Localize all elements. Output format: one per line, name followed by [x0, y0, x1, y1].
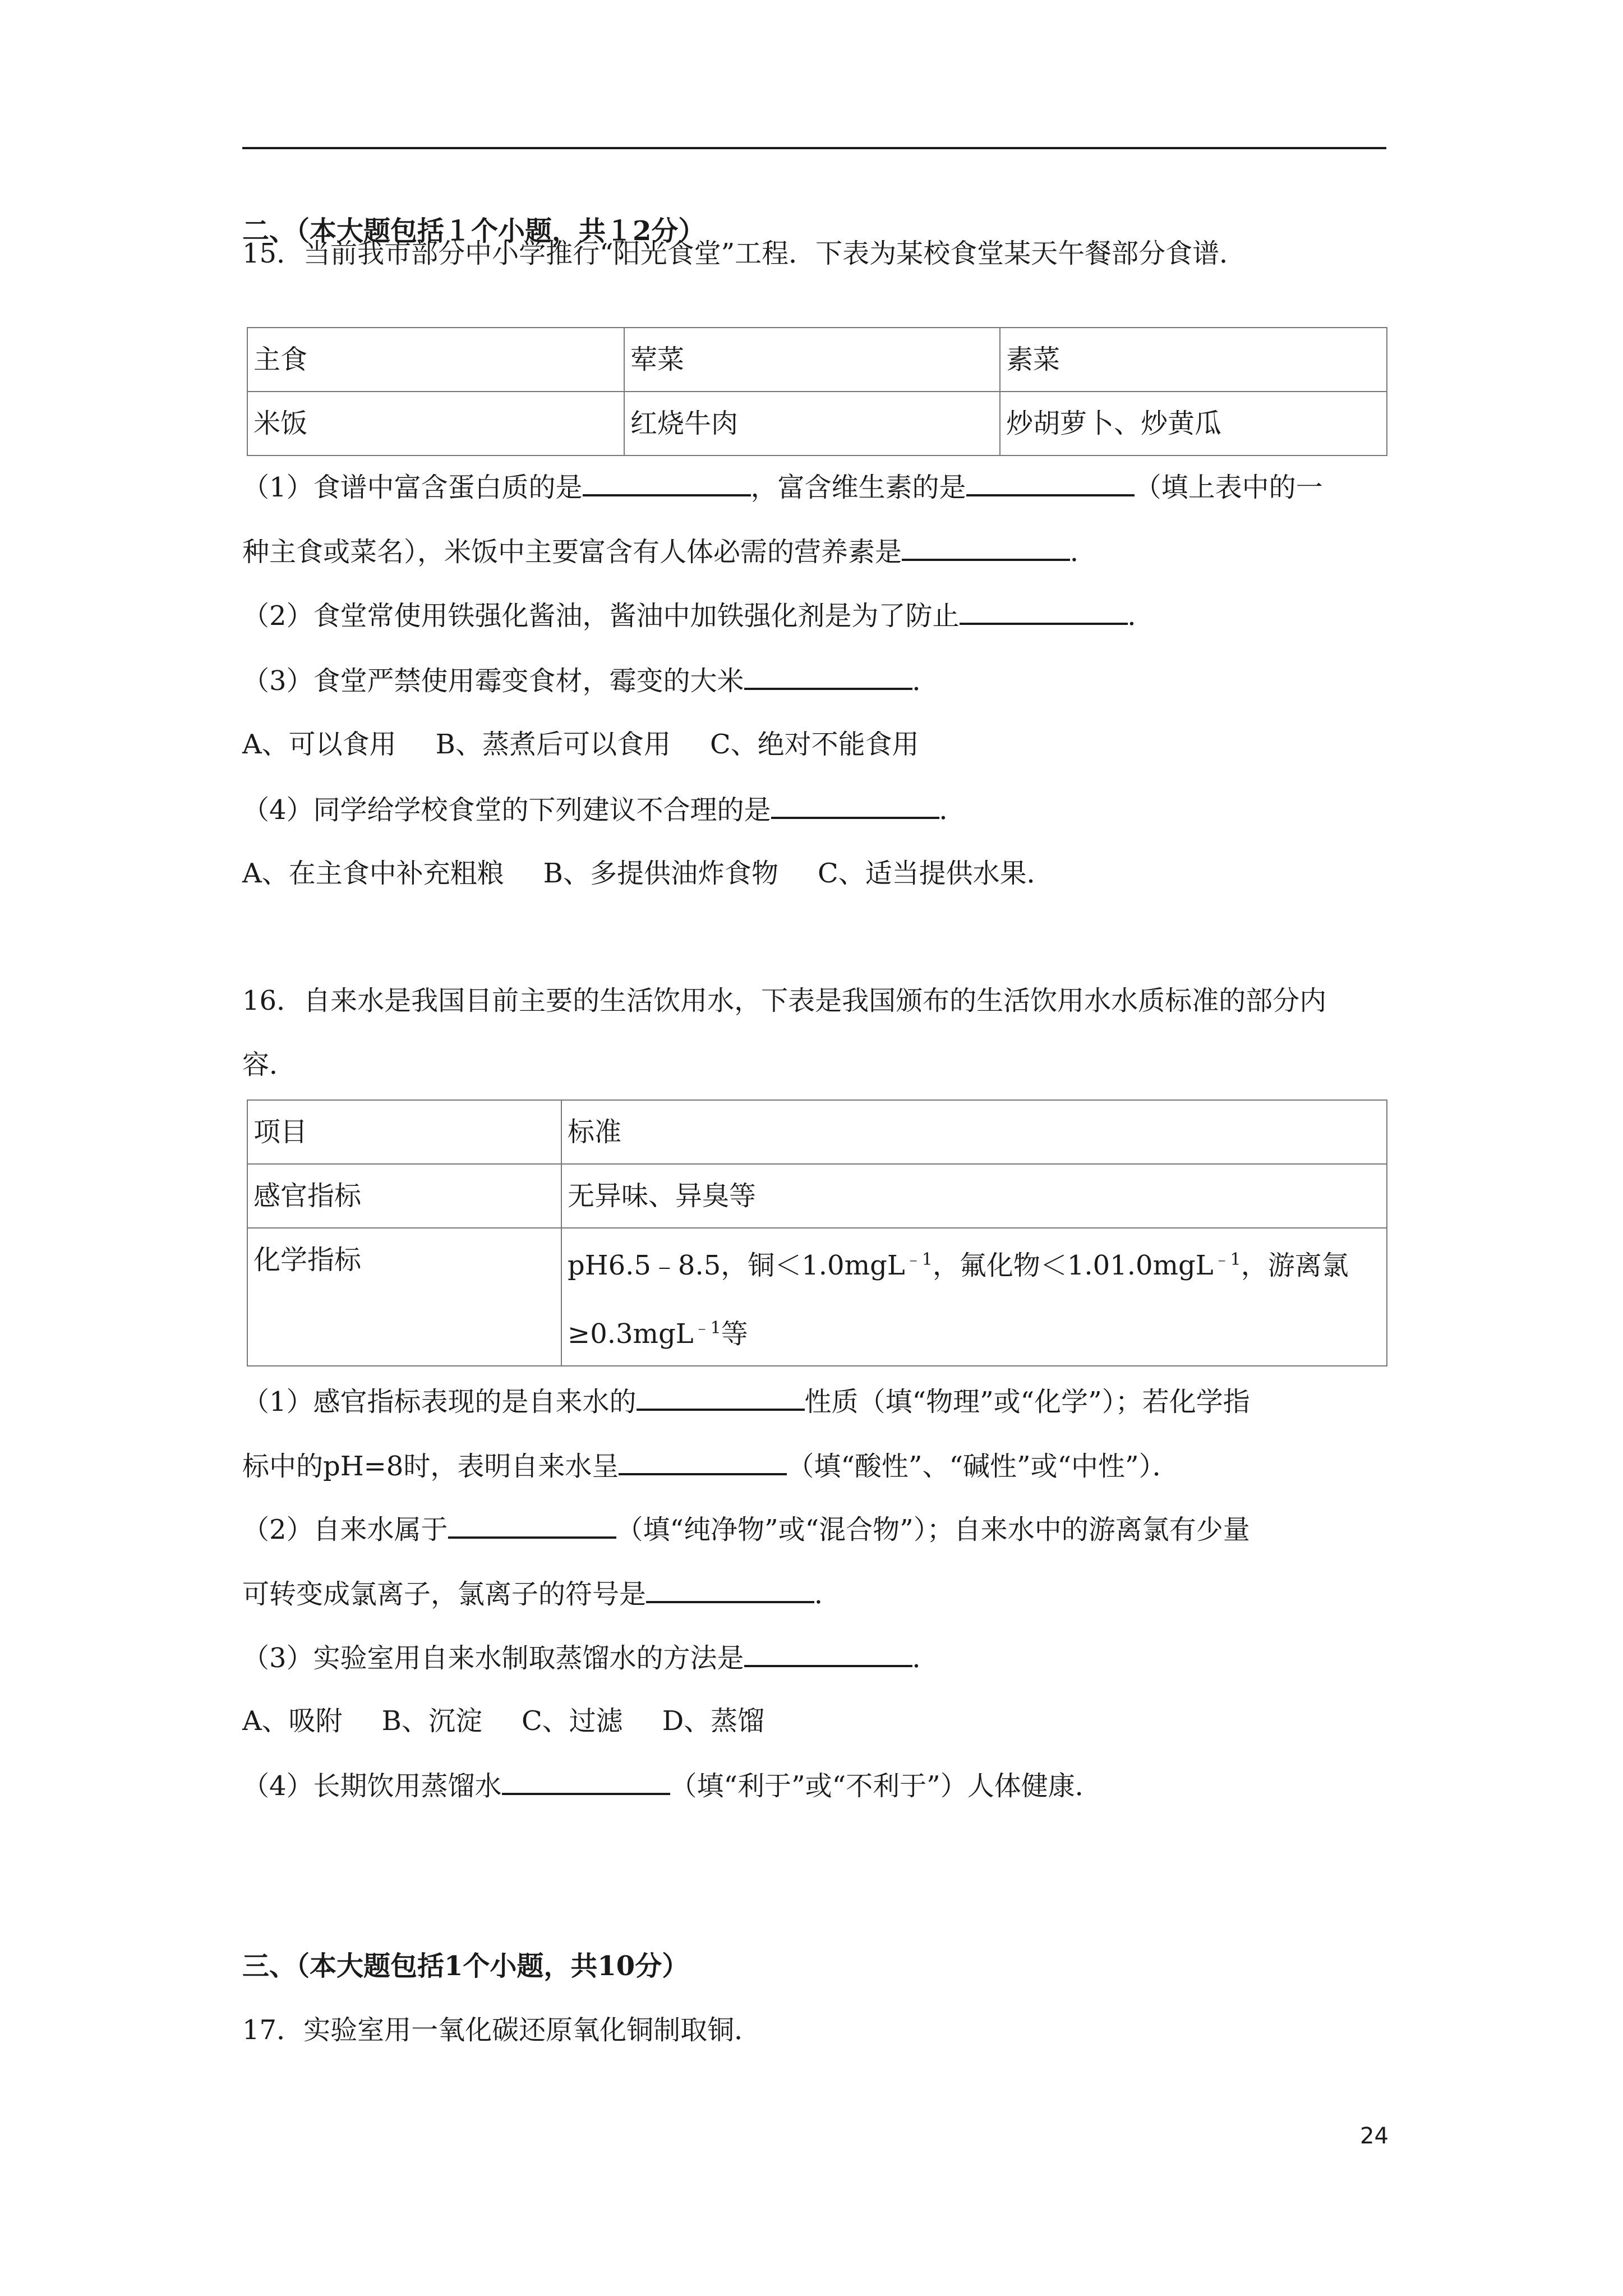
page-number: 24: [1360, 2123, 1389, 2149]
answer-blank[interactable]: [744, 662, 912, 690]
table-cell: 项目: [247, 1100, 561, 1164]
q15-part3: （3）食堂严禁使用霉变食材，霉变的大米 ．: [242, 662, 939, 699]
q16-stem-line1: 16．自来水是我国目前主要的生活饮用水，下表是我国颁布的生活饮用水水质标准的部分内: [242, 985, 1327, 1016]
q16-part3: （3）实验室用自来水制取蒸馏水的方法是 ．: [242, 1639, 939, 1676]
q15-stem: 15．当前我市部分中小学推行“阳光食堂”工程．下表为某校食堂某天午餐部分食谱．: [242, 238, 1247, 269]
table-cell: 素菜: [1000, 328, 1387, 392]
table-row: [247, 1100, 1387, 1164]
table-cell: 标准: [561, 1100, 1387, 1164]
q15-part4-options: [242, 855, 1093, 891]
answer-blank[interactable]: [646, 1575, 814, 1603]
section-2-heading: 二、（本大题包括１个小题，共１2分）: [242, 215, 706, 247]
section-3-heading: 三、（本大题包括1个小题，共10分）: [242, 1950, 689, 1982]
q15-part1-line1: （1）食谱中富含蛋白质的是 ，富含维生素的是 （填上表中的一: [242, 468, 1323, 505]
table-row: [247, 392, 1387, 455]
q16-stem-line2: 容．: [242, 1049, 297, 1080]
q16-part3-options: [242, 1703, 804, 1739]
option-b[interactable]: B、沉淀: [381, 1705, 482, 1737]
option-c[interactable]: C、过滤: [521, 1705, 623, 1737]
answer-blank[interactable]: [960, 597, 1128, 625]
answer-blank[interactable]: [619, 1447, 787, 1475]
option-d[interactable]: D、蒸馏: [662, 1705, 765, 1737]
table-cell: 炒胡萝卜、炒黄瓜: [1000, 392, 1387, 455]
table-row: [247, 1164, 1387, 1228]
table-cell: 感官指标: [247, 1164, 561, 1228]
q16-part1-line1: （1）感官指标表现的是自来水的 性质（填“物理”或“化学”）；若化学指: [242, 1383, 1250, 1420]
table-row: [247, 328, 1387, 392]
q16-part1-line2: 标中的pH=8时，表明自来水呈 （填“酸性”、“碱性”或“中性”）．: [242, 1447, 1179, 1484]
answer-blank[interactable]: [902, 533, 1070, 561]
table-row: [247, 1228, 1387, 1366]
option-c[interactable]: C、绝对不能食用: [709, 729, 919, 760]
q16-part2-line2: 可转变成氯离子，氯离子的符号是 ．: [242, 1575, 841, 1612]
answer-blank[interactable]: [637, 1383, 805, 1411]
answer-blank[interactable]: [583, 468, 751, 496]
answer-blank[interactable]: [502, 1767, 670, 1795]
q16-part2-line1: （2）自来水属于 （填“纯净物”或“混合物”）；自来水中的游离氯有少量: [242, 1511, 1250, 1548]
header-rule: [242, 147, 1386, 149]
option-b[interactable]: B、多提供油炸食物: [543, 858, 778, 889]
table-cell: 荤菜: [624, 328, 1000, 392]
option-a[interactable]: A、可以食用: [242, 729, 396, 760]
water-standard-table: [247, 1099, 1387, 1366]
q17-stem: 17．实验室用一氧化碳还原氧化铜制取铜．: [242, 2014, 762, 2046]
menu-table: [247, 327, 1387, 456]
table-cell: 米饭: [247, 392, 624, 455]
answer-blank[interactable]: [966, 468, 1135, 496]
q15-part2: （2）食堂常使用铁强化酱油，酱油中加铁强化剂是为了防止 ．: [242, 597, 1155, 634]
q15-part4: （4）同学给学校食堂的下列建议不合理的是 ．: [242, 791, 966, 828]
option-b[interactable]: B、蒸煮后可以食用: [435, 729, 671, 760]
table-cell: 化学指标: [247, 1228, 561, 1366]
option-a[interactable]: A、在主食中补充粗粮: [242, 858, 504, 889]
option-c[interactable]: C、适当提供水果．: [817, 858, 1054, 889]
q15-part1-line2: 种主食或菜名），米饭中主要富含有人体必需的营养素是 ．: [242, 533, 1097, 570]
table-cell: 红烧牛肉: [624, 392, 1000, 455]
option-a[interactable]: A、吸附: [242, 1705, 343, 1737]
q15-part3-options: [242, 726, 958, 762]
answer-blank[interactable]: [771, 791, 939, 819]
table-cell: pH6.5﹣8.5，铜＜1.0mgL$^{﹣1}$，氟化物＜1.01.0mgL$^{﹣1}$，游离氯 ≥0.3mgL$^{﹣1}$等: [561, 1228, 1387, 1366]
table-cell: 无异味、异臭等: [561, 1164, 1387, 1228]
table-cell: 主食: [247, 328, 624, 392]
answer-blank[interactable]: [448, 1511, 616, 1539]
answer-blank[interactable]: [744, 1639, 912, 1667]
q16-part4: （4）长期饮用蒸馏水 （填“利于”或“不利于”）人体健康．: [242, 1767, 1102, 1804]
